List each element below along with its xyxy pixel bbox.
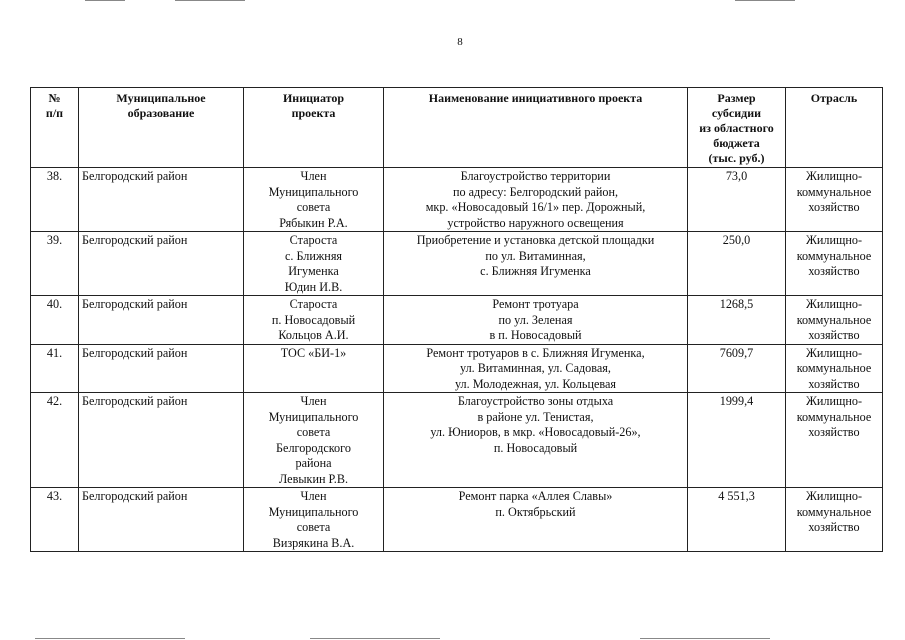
- row-municipality: Белгородский район: [79, 296, 244, 345]
- row-sector: Жилищно- коммунальное хозяйство: [786, 488, 883, 552]
- table-header-row: [31, 88, 883, 168]
- header-initiator: Инициатор проекта: [244, 88, 384, 168]
- header-subsidy: Размер субсидии из областного бюджета (тыс. руб.): [688, 88, 786, 168]
- row-subsidy: 73,0: [688, 168, 786, 232]
- scan-edge-bottom-2: [310, 638, 440, 639]
- header-sector: Отрасль: [786, 88, 883, 168]
- scan-edge-bottom-1: [35, 638, 185, 639]
- row-subsidy: 7609,7: [688, 344, 786, 393]
- row-number: 43.: [31, 488, 79, 552]
- table-row: [31, 232, 883, 296]
- header-project: Наименование инициативного проекта: [384, 88, 688, 168]
- row-subsidy: 1268,5: [688, 296, 786, 345]
- row-sector: Жилищно- коммунальное хозяйство: [786, 232, 883, 296]
- table-row: [31, 393, 883, 488]
- row-initiator: Член Муниципального совета Рябыкин Р.А.: [244, 168, 384, 232]
- row-project: Приобретение и установка детской площадки по ул. Витаминная, с. Ближняя Игуменка: [384, 232, 688, 296]
- row-initiator: Староста п. Новосадовый Кольцов А.И.: [244, 296, 384, 345]
- row-initiator: ТОС «БИ-1»: [244, 344, 384, 393]
- row-municipality: Белгородский район: [79, 168, 244, 232]
- row-project: Ремонт парка «Аллея Славы» п. Октябрьский: [384, 488, 688, 552]
- row-subsidy: 250,0: [688, 232, 786, 296]
- row-number: 40.: [31, 296, 79, 345]
- row-number: 39.: [31, 232, 79, 296]
- row-sector: Жилищно- коммунальное хозяйство: [786, 296, 883, 345]
- table-row: [31, 344, 883, 393]
- table-row: [31, 488, 883, 552]
- scan-edge-bottom-3: [640, 638, 770, 639]
- row-sector: Жилищно- коммунальное хозяйство: [786, 344, 883, 393]
- row-initiator: Староста с. Ближняя Игуменка Юдин И.В.: [244, 232, 384, 296]
- header-num: № п/п: [31, 88, 79, 168]
- page-number: 8: [457, 36, 463, 48]
- table-row: [31, 296, 883, 345]
- row-initiator: Член Муниципального совета Визрякина В.А.: [244, 488, 384, 552]
- row-initiator: Член Муниципального совета Белгородского района Левыкин Р.В.: [244, 393, 384, 488]
- scan-edge-top-2: [175, 0, 245, 1]
- row-subsidy: 4 551,3: [688, 488, 786, 552]
- row-sector: Жилищно- коммунальное хозяйство: [786, 168, 883, 232]
- row-number: 42.: [31, 393, 79, 488]
- row-project: Благоустройство зоны отдыха в районе ул. Тенистая, ул. Юниоров, в мкр. «Новосадовый-26», п. Новосадовый: [384, 393, 688, 488]
- row-subsidy: 1999,4: [688, 393, 786, 488]
- row-municipality: Белгородский район: [79, 232, 244, 296]
- row-municipality: Белгородский район: [79, 393, 244, 488]
- row-municipality: Белгородский район: [79, 344, 244, 393]
- table-row: [31, 168, 883, 232]
- row-project: Ремонт тротуара по ул. Зеленая в п. Новосадовый: [384, 296, 688, 345]
- scan-edge-top-3: [735, 0, 795, 1]
- row-municipality: Белгородский район: [79, 488, 244, 552]
- row-project: Благоустройство территории по адресу: Белгородский район, мкр. «Новосадовый 16/1» пер. Дорожный, устройство наружного освещения: [384, 168, 688, 232]
- row-sector: Жилищно- коммунальное хозяйство: [786, 393, 883, 488]
- scan-edge-top-1: [85, 0, 125, 1]
- row-number: 41.: [31, 344, 79, 393]
- row-number: 38.: [31, 168, 79, 232]
- header-municipality: Муниципальное образование: [79, 88, 244, 168]
- row-project: Ремонт тротуаров в с. Ближняя Игуменка, ул. Витаминная, ул. Садовая, ул. Молодежная, ул. Кольцевая: [384, 344, 688, 393]
- subsidy-table: [30, 87, 883, 552]
